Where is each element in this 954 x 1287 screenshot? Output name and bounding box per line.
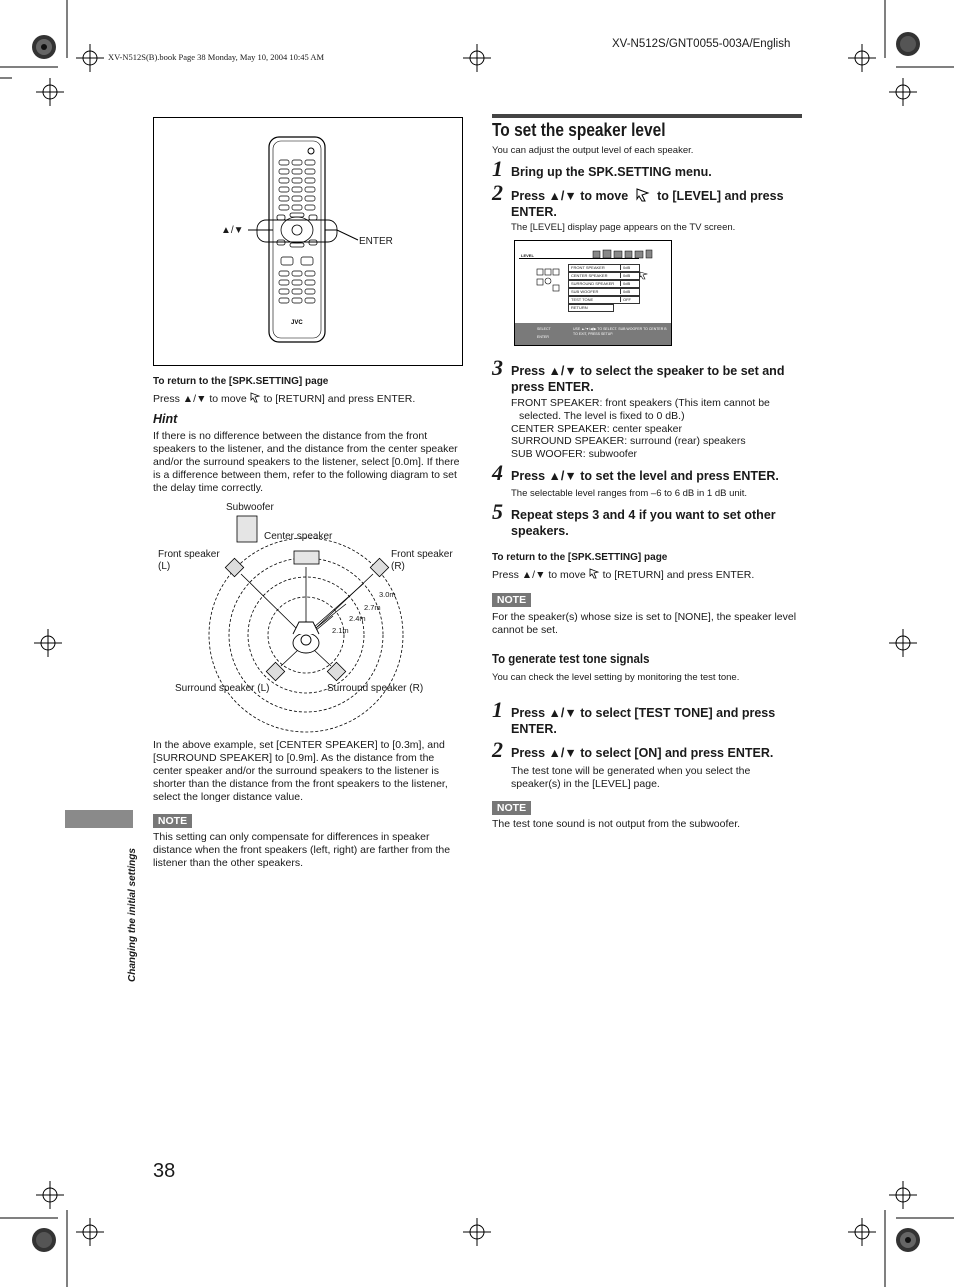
tv-footer-enter: ENTER: [537, 335, 549, 339]
tv-row-front[interactable]: [568, 264, 640, 272]
step-2-text-b: to [LEVEL] and press ENTER.: [511, 189, 784, 219]
tv-row-surround[interactable]: [568, 280, 640, 288]
left-return-text-b: to [RETURN] and press ENTER.: [263, 393, 416, 405]
hint-text: If there is no difference between the distance from the front speakers to the listener, and the distance from the center speaker and/or the surround speakers to the listener, select [0.0m]. If there is a difference between them, refer to the following diagram to set the delay time correctly.: [153, 430, 460, 494]
left-return-text: [153, 392, 415, 406]
right-note-2-badge: NOTE: [492, 801, 531, 815]
book-info: XV-N512S(B).book Page 38 Monday, May 10, 2004 10:45 AM: [108, 52, 325, 62]
tv-level-screen: [514, 240, 672, 346]
step-3-text: Press ▲/▼ to select the speaker to be set and press ENTER.: [511, 364, 785, 394]
tv-row-return[interactable]: [568, 304, 614, 312]
hint-title: Hint: [153, 412, 178, 426]
tone-step-1-number: 1: [492, 697, 503, 722]
cursor-hand-icon: [635, 188, 651, 202]
cursor-hand-icon: [589, 568, 600, 579]
right-return-text-b: to [RETURN] and press ENTER.: [602, 569, 755, 581]
label-subwoofer: Subwoofer: [226, 502, 274, 513]
tv-row-test-tone-label: TEST TONE: [571, 297, 594, 302]
right-return-text-a: Press ▲/▼ to move: [492, 569, 586, 581]
right-return-heading: To return to the [SPK.SETTING] page: [492, 552, 668, 563]
tv-speaker-layout-icon: [535, 267, 565, 297]
step-3-sub-center: CENTER SPEAKER: center speaker: [511, 423, 682, 435]
side-tab-bar: [65, 810, 133, 828]
left-note-text: This setting can only compensate for differences in speaker distance when the front speakers (left, right) are farther from the listener than the other speakers.: [153, 831, 451, 869]
section-intro: You can adjust the output level of each speaker.: [492, 145, 694, 156]
tv-row-surround-label: SURROUND SPEAKER: [571, 281, 615, 286]
left-return-heading: To return to the [SPK.SETTING] page: [153, 376, 329, 387]
tone-step-1-text: Press ▲/▼ to select [TEST TONE] and press ENTER.: [511, 706, 776, 736]
tv-row-subwoofer-label: SUB WOOFER: [571, 289, 599, 294]
step-3-number: 3: [492, 355, 503, 380]
tv-row-surround-value: 0dB: [620, 281, 630, 286]
step-2-number: 2: [492, 180, 503, 205]
label-center-speaker: Center speaker: [264, 531, 333, 542]
test-tone-intro: You can check the level setting by monitoring the test tone.: [492, 672, 740, 683]
tv-menu-icons: [591, 248, 661, 260]
distance-3-0m: 3.0m: [379, 590, 396, 599]
example-text: In the above example, set [CENTER SPEAKER] to [0.3m], and [SURROUND SPEAKER] to [0.9m]. As the distance from the center speaker and/or the surround speakers to the listener is shorter than the distance from the front speakers to the listener, select the longer distance value.: [153, 739, 448, 803]
remote-control-illustration: [153, 117, 463, 366]
model-code: XV-N512S/GNT0055-003A/English: [612, 38, 791, 50]
step-3-sub-front: FRONT SPEAKER: front speakers (This item cannot be selected. The level is fixed to 0 dB.): [511, 397, 770, 422]
step-4-text: Press ▲/▼ to set the level and press ENTER.: [511, 469, 779, 483]
tone-step-2-text: Press ▲/▼ to select [ON] and press ENTER.: [511, 746, 774, 760]
step-2-text-a: Press ▲/▼ to move: [511, 189, 629, 203]
remote-arrow-label: ▲/▼: [221, 225, 244, 236]
left-return-text-a: Press ▲/▼ to move: [153, 393, 247, 405]
tv-row-subwoofer[interactable]: [568, 288, 640, 296]
tv-cursor-icon: [639, 271, 648, 280]
step-2-text: [511, 188, 803, 220]
step-1-text: Bring up the SPK.SETTING menu.: [511, 165, 712, 179]
tone-step-2-number: 2: [492, 737, 503, 762]
tv-row-return-label: RETURN: [571, 305, 588, 310]
remote-enter-label: ENTER: [359, 236, 393, 247]
distance-2-1m: 2.1m: [332, 626, 349, 635]
step-4-sub: The selectable level ranges from –6 to 6 dB in 1 dB unit.: [511, 488, 748, 499]
step-5-text: Repeat steps 3 and 4 if you want to set other speakers.: [511, 508, 776, 538]
tv-footer-text1: USE ▲/▼/◀/▶ TO SELECT. SUB WOOFER TO CENTER B: [573, 327, 667, 331]
right-note-2-text: The test tone sound is not output from the subwoofer.: [492, 818, 741, 830]
step-1-number: 1: [492, 156, 503, 181]
step-3-sub-surround: SURROUND SPEAKER: surround (rear) speakers: [511, 435, 746, 447]
section-rule: [492, 114, 802, 118]
tone-step-2-sub: The test tone will be generated when you select the speaker(s) in the [LEVEL] page.: [511, 765, 751, 790]
label-front-speaker-r: Front speaker (R): [391, 549, 453, 572]
step-5-number: 5: [492, 499, 503, 524]
step-3-sub-subwoofer: SUB WOOFER: subwoofer: [511, 448, 638, 460]
tv-footer-text2: TO EXIT, PRESS SETUP.: [573, 332, 614, 336]
tv-footer-select: SELECT: [537, 327, 551, 331]
test-tone-title: To generate test tone signals: [492, 651, 650, 666]
listener-icon: [293, 622, 319, 653]
cursor-hand-icon: [250, 392, 261, 403]
tv-screen-title: LEVEL: [521, 253, 534, 258]
side-tab-label: Changing the initial settings: [127, 848, 138, 982]
tv-row-test-tone-value: OFF: [620, 297, 631, 302]
right-note-1-text: For the speaker(s) whose size is set to [NONE], the speaker level cannot be set.: [492, 611, 797, 636]
label-surround-speaker-l: Surround speaker (L): [175, 683, 270, 694]
tv-row-front-label: FRONT SPEAKER: [571, 265, 605, 270]
right-return-text: [492, 568, 754, 582]
distance-2-7m: 2.7m: [364, 603, 381, 612]
page-number: 38: [153, 1160, 176, 1182]
tv-row-test-tone[interactable]: [568, 296, 640, 304]
label-surround-speaker-r: Surround speaker (R): [327, 683, 424, 694]
tv-footer: [515, 323, 671, 345]
distance-2-4m: 2.4m: [349, 614, 366, 623]
label-front-speaker-l: Front speaker (L): [158, 549, 220, 572]
left-note-badge: NOTE: [153, 814, 192, 828]
section-title: To set the speaker level: [492, 120, 666, 140]
step-2-sub: The [LEVEL] display page appears on the TV screen.: [511, 222, 736, 233]
right-note-1-badge: NOTE: [492, 593, 531, 607]
tv-row-front-value: 0dB: [620, 265, 630, 270]
remote-brand-logo: JVC: [291, 320, 303, 326]
tv-row-subwoofer-value: 0dB: [620, 289, 630, 294]
tv-row-center-label: CENTER SPEAKER: [571, 273, 608, 278]
tv-row-center[interactable]: [568, 272, 640, 280]
tv-row-center-value: 0dB: [620, 273, 630, 278]
step-4-number: 4: [492, 460, 503, 485]
